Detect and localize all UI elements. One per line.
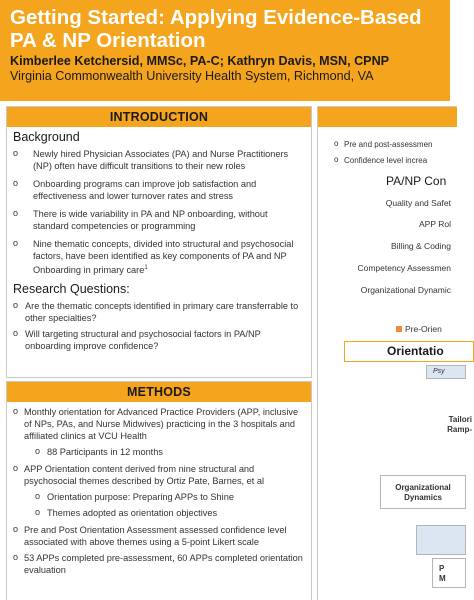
methods-sub-bullet: o Themes adopted as orientation objectives [35, 507, 305, 519]
orientation-box [344, 341, 474, 362]
results-bullet: o Confidence level increa [344, 156, 427, 166]
methods-section [6, 381, 312, 600]
orientation-title: Orientatio [387, 344, 444, 358]
introduction-section [6, 106, 312, 378]
methods-bullet: o Pre and Post Orientation Assessment assessed confidence level associated with above themes using a 5-point Likert scale [13, 524, 305, 548]
tailoring-box: Tailori Ramp- [402, 411, 472, 441]
poster-header [0, 0, 450, 101]
chart-label: Billing & Coding [390, 241, 451, 251]
chart-title: PA/NP Con [386, 174, 447, 188]
results-heading [318, 107, 457, 127]
legend-swatch [396, 326, 402, 332]
methods-bullet: o APP Orientation content derived from nine structural and psychosocial themes described by Ortiz Pate, Barnes, et al [13, 463, 305, 487]
research-bullet: o Will targeting structural and psychosocial factors in PA/NP onboarding improve confidence? [13, 328, 305, 352]
chart-label: Organizational Dynamic [360, 285, 451, 295]
methods-bullet: o 53 APPs completed pre-assessment, 60 APPs completed orientation evaluation [13, 552, 305, 576]
partial-white-box: P M [432, 558, 466, 588]
methods-sub-bullet: o 88 Participants in 12 months [35, 446, 305, 458]
research-questions-title: Research Questions: [13, 282, 130, 297]
orientation-sub-box [426, 365, 466, 379]
results-section [317, 106, 472, 600]
methods-bullet: o Monthly orientation for Advanced Practice Providers (APP, inclusive of NPs, PAs, and Nurse Midwives) practicing in the 3 hospitals and affiliated clinics at VCU Health [13, 406, 305, 442]
chart-label: APP Rol [419, 219, 451, 229]
results-bullet: o Pre and post-assessmen [344, 140, 433, 150]
chart-label: Quality and Safet [385, 198, 451, 208]
methods-heading: METHODS [7, 382, 311, 402]
background-bullet: o Onboarding programs can improve job satisfaction and effectiveness and lower turnover rates and stress [13, 178, 305, 202]
background-bullet: o Newly hired Physician Associates (PA) and Nurse Practitioners (NP) often have difficult transitions to their new roles [13, 148, 305, 172]
poster-affiliation: Virginia Commonwealth University Health System, Richmond, VA [10, 69, 374, 83]
background-title: Background [13, 130, 80, 144]
poster-authors: Kimberlee Ketchersid, MMSc, PA-C; Kathryn Davis, MSN, CPNP [10, 54, 390, 68]
footnote-mark: 1 [144, 265, 148, 271]
org-dynamics-box: Organizational Dynamics [380, 475, 466, 509]
background-bullet: o There is wide variability in PA and NP onboarding, without standard competencies or programming [13, 208, 305, 232]
background-bullet: o Nine thematic concepts, divided into structural and psychosocial factors, have been identified as key components of PA and NP Onboarding in primary care$^1$ [13, 238, 305, 276]
research-bullet: o Are the thematic concepts identified in primary care transferrable to other specialties? [13, 300, 305, 324]
orientation-sub-label: Psy [433, 368, 445, 375]
poster-title-line-2: PA & NP Orientation [10, 29, 206, 52]
partial-blue-box [416, 525, 466, 555]
introduction-heading: INTRODUCTION [7, 107, 311, 127]
chart-legend: Pre-Orien [396, 324, 442, 334]
chart-label: Competency Assessmen [357, 263, 451, 273]
poster-title-line-1: Getting Started: Applying Evidence-Based [10, 6, 422, 29]
methods-sub-bullet: o Orientation purpose: Preparing APPs to Shine [35, 491, 305, 503]
